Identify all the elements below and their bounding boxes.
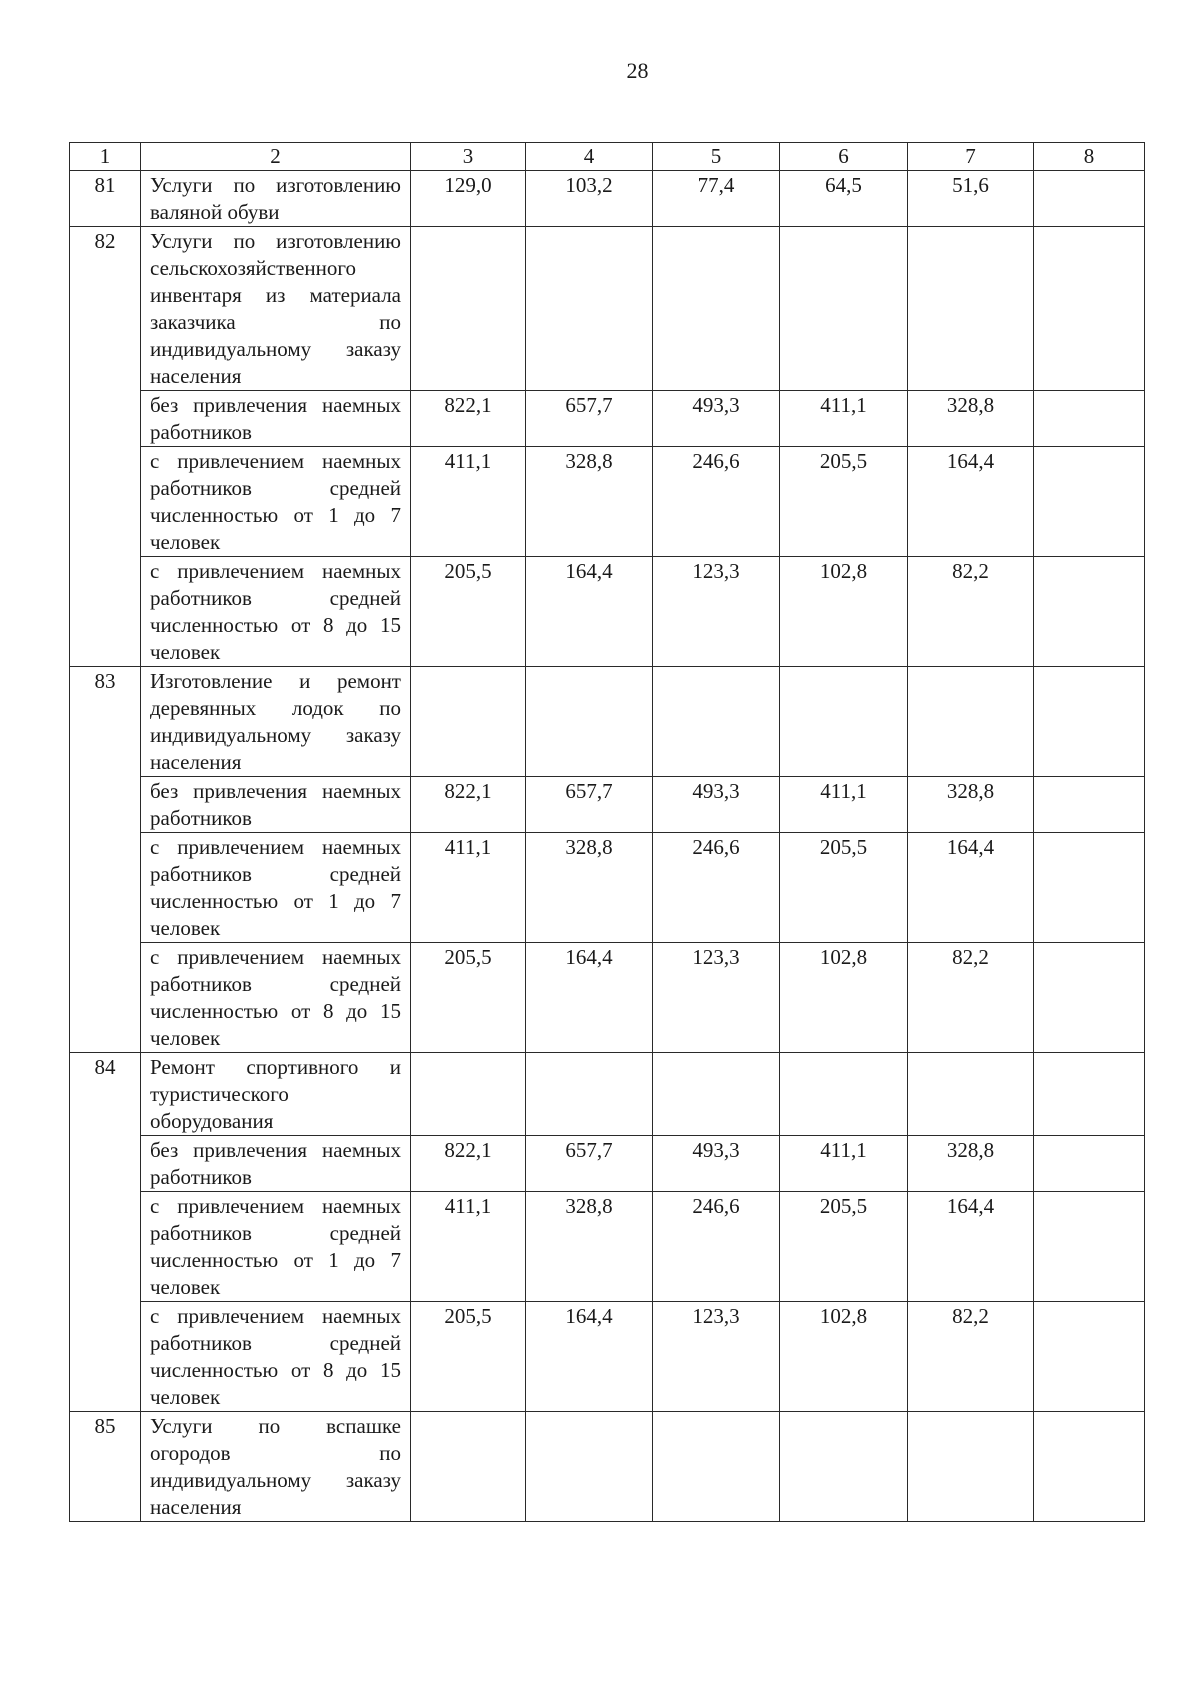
value-cell: 164,4 — [908, 1192, 1034, 1302]
value-cell — [1034, 1412, 1145, 1522]
value-cell — [780, 227, 908, 391]
value-cell: 246,6 — [653, 447, 780, 557]
header-cell: 4 — [526, 143, 653, 171]
value-cell: 82,2 — [908, 943, 1034, 1053]
subrow-description: с привлечением наемных работников средней численностью от 8 до 15 человек — [141, 557, 411, 667]
item-number: 83 — [70, 667, 141, 1053]
value-cell — [908, 227, 1034, 391]
value-cell — [411, 1053, 526, 1136]
section-row — [70, 1412, 1145, 1522]
value-cell — [411, 227, 526, 391]
value-cell — [411, 1412, 526, 1522]
value-cell — [653, 1412, 780, 1522]
table-body — [70, 143, 1145, 1522]
value-cell: 411,1 — [411, 1192, 526, 1302]
item-description: Ремонт спортивного и туристического оборудования — [141, 1053, 411, 1136]
value-cell — [653, 227, 780, 391]
value-cell: 328,8 — [526, 833, 653, 943]
value-cell — [1034, 1302, 1145, 1412]
value-cell — [1034, 943, 1145, 1053]
value-cell: 102,8 — [780, 557, 908, 667]
value-cell: 205,5 — [780, 1192, 908, 1302]
value-cell: 246,6 — [653, 833, 780, 943]
value-cell: 129,0 — [411, 171, 526, 227]
subrow — [70, 943, 1145, 1053]
value-cell — [526, 227, 653, 391]
item-description: Услуги по вспашке огородов по индивидуальному заказу населения — [141, 1412, 411, 1522]
value-cell: 77,4 — [653, 171, 780, 227]
value-cell: 657,7 — [526, 391, 653, 447]
value-cell: 493,3 — [653, 1136, 780, 1192]
value-cell — [653, 1053, 780, 1136]
header-cell: 5 — [653, 143, 780, 171]
value-cell — [1034, 1053, 1145, 1136]
tariff-table — [69, 142, 1145, 1522]
section-row — [70, 227, 1145, 391]
header-cell: 7 — [908, 143, 1034, 171]
value-cell — [780, 1053, 908, 1136]
value-cell: 328,8 — [908, 391, 1034, 447]
item-number: 85 — [70, 1412, 141, 1522]
value-cell — [526, 1412, 653, 1522]
value-cell — [780, 1412, 908, 1522]
value-cell: 205,5 — [411, 557, 526, 667]
subrow — [70, 1136, 1145, 1192]
value-cell: 822,1 — [411, 777, 526, 833]
value-cell — [411, 667, 526, 777]
value-cell: 205,5 — [780, 447, 908, 557]
subrow-description: без привлечения наемных работников — [141, 1136, 411, 1192]
value-cell: 64,5 — [780, 171, 908, 227]
item-description: Изготовление и ремонт деревянных лодок по индивидуальному заказу населения — [141, 667, 411, 777]
subrow-description: с привлечением наемных работников средней численностью от 1 до 7 человек — [141, 1192, 411, 1302]
section-row — [70, 667, 1145, 777]
value-cell — [908, 1053, 1034, 1136]
subrow-description: с привлечением наемных работников средней численностью от 1 до 7 человек — [141, 833, 411, 943]
value-cell: 328,8 — [908, 1136, 1034, 1192]
value-cell — [908, 667, 1034, 777]
value-cell: 411,1 — [780, 391, 908, 447]
value-cell: 82,2 — [908, 557, 1034, 667]
value-cell — [526, 1053, 653, 1136]
value-cell: 164,4 — [526, 557, 653, 667]
value-cell: 82,2 — [908, 1302, 1034, 1412]
value-cell: 205,5 — [411, 1302, 526, 1412]
header-cell: 8 — [1034, 143, 1145, 171]
value-cell: 123,3 — [653, 1302, 780, 1412]
value-cell: 164,4 — [908, 447, 1034, 557]
value-cell: 164,4 — [908, 833, 1034, 943]
value-cell: 328,8 — [526, 447, 653, 557]
item-number: 84 — [70, 1053, 141, 1412]
value-cell: 493,3 — [653, 777, 780, 833]
value-cell: 102,8 — [780, 1302, 908, 1412]
value-cell: 103,2 — [526, 171, 653, 227]
value-cell — [1034, 391, 1145, 447]
value-cell: 164,4 — [526, 1302, 653, 1412]
subrow — [70, 557, 1145, 667]
value-cell — [526, 667, 653, 777]
value-cell: 328,8 — [908, 777, 1034, 833]
value-cell: 411,1 — [780, 777, 908, 833]
subrow — [70, 447, 1145, 557]
subrow-description: с привлечением наемных работников средней численностью от 1 до 7 человек — [141, 447, 411, 557]
value-cell: 102,8 — [780, 943, 908, 1053]
value-cell — [1034, 667, 1145, 777]
value-cell: 657,7 — [526, 1136, 653, 1192]
value-cell — [1034, 227, 1145, 391]
value-cell: 822,1 — [411, 391, 526, 447]
section-row — [70, 171, 1145, 227]
value-cell — [1034, 171, 1145, 227]
item-description: Услуги по изготовлению сельскохозяйственного инвентаря из материала заказчика по индивидуальному заказу населения — [141, 227, 411, 391]
item-number: 82 — [70, 227, 141, 667]
value-cell: 246,6 — [653, 1192, 780, 1302]
value-cell: 328,8 — [526, 1192, 653, 1302]
value-cell: 657,7 — [526, 777, 653, 833]
value-cell: 164,4 — [526, 943, 653, 1053]
subrow-description: с привлечением наемных работников средней численностью от 8 до 15 человек — [141, 943, 411, 1053]
value-cell — [780, 667, 908, 777]
section-row — [70, 1053, 1145, 1136]
value-cell — [1034, 833, 1145, 943]
item-number: 81 — [70, 171, 141, 227]
value-cell: 411,1 — [411, 833, 526, 943]
value-cell — [1034, 1136, 1145, 1192]
value-cell: 205,5 — [780, 833, 908, 943]
value-cell: 205,5 — [411, 943, 526, 1053]
subrow-description: без привлечения наемных работников — [141, 391, 411, 447]
subrow-description: без привлечения наемных работников — [141, 777, 411, 833]
subrow-description: с привлечением наемных работников средней численностью от 8 до 15 человек — [141, 1302, 411, 1412]
item-description: Услуги по изготовлению валяной обуви — [141, 171, 411, 227]
header-row — [70, 143, 1145, 171]
subrow — [70, 777, 1145, 833]
value-cell — [1034, 1192, 1145, 1302]
header-cell: 6 — [780, 143, 908, 171]
subrow — [70, 1192, 1145, 1302]
subrow — [70, 391, 1145, 447]
header-cell: 2 — [141, 143, 411, 171]
subrow — [70, 833, 1145, 943]
page-number: 28 — [626, 58, 649, 83]
header-cell: 3 — [411, 143, 526, 171]
value-cell — [1034, 557, 1145, 667]
value-cell — [1034, 777, 1145, 833]
value-cell — [653, 667, 780, 777]
value-cell: 493,3 — [653, 391, 780, 447]
value-cell: 822,1 — [411, 1136, 526, 1192]
value-cell — [908, 1412, 1034, 1522]
value-cell: 123,3 — [653, 943, 780, 1053]
subrow — [70, 1302, 1145, 1412]
value-cell — [1034, 447, 1145, 557]
value-cell: 411,1 — [411, 447, 526, 557]
value-cell: 123,3 — [653, 557, 780, 667]
header-cell: 1 — [70, 143, 141, 171]
value-cell: 51,6 — [908, 171, 1034, 227]
value-cell: 411,1 — [780, 1136, 908, 1192]
